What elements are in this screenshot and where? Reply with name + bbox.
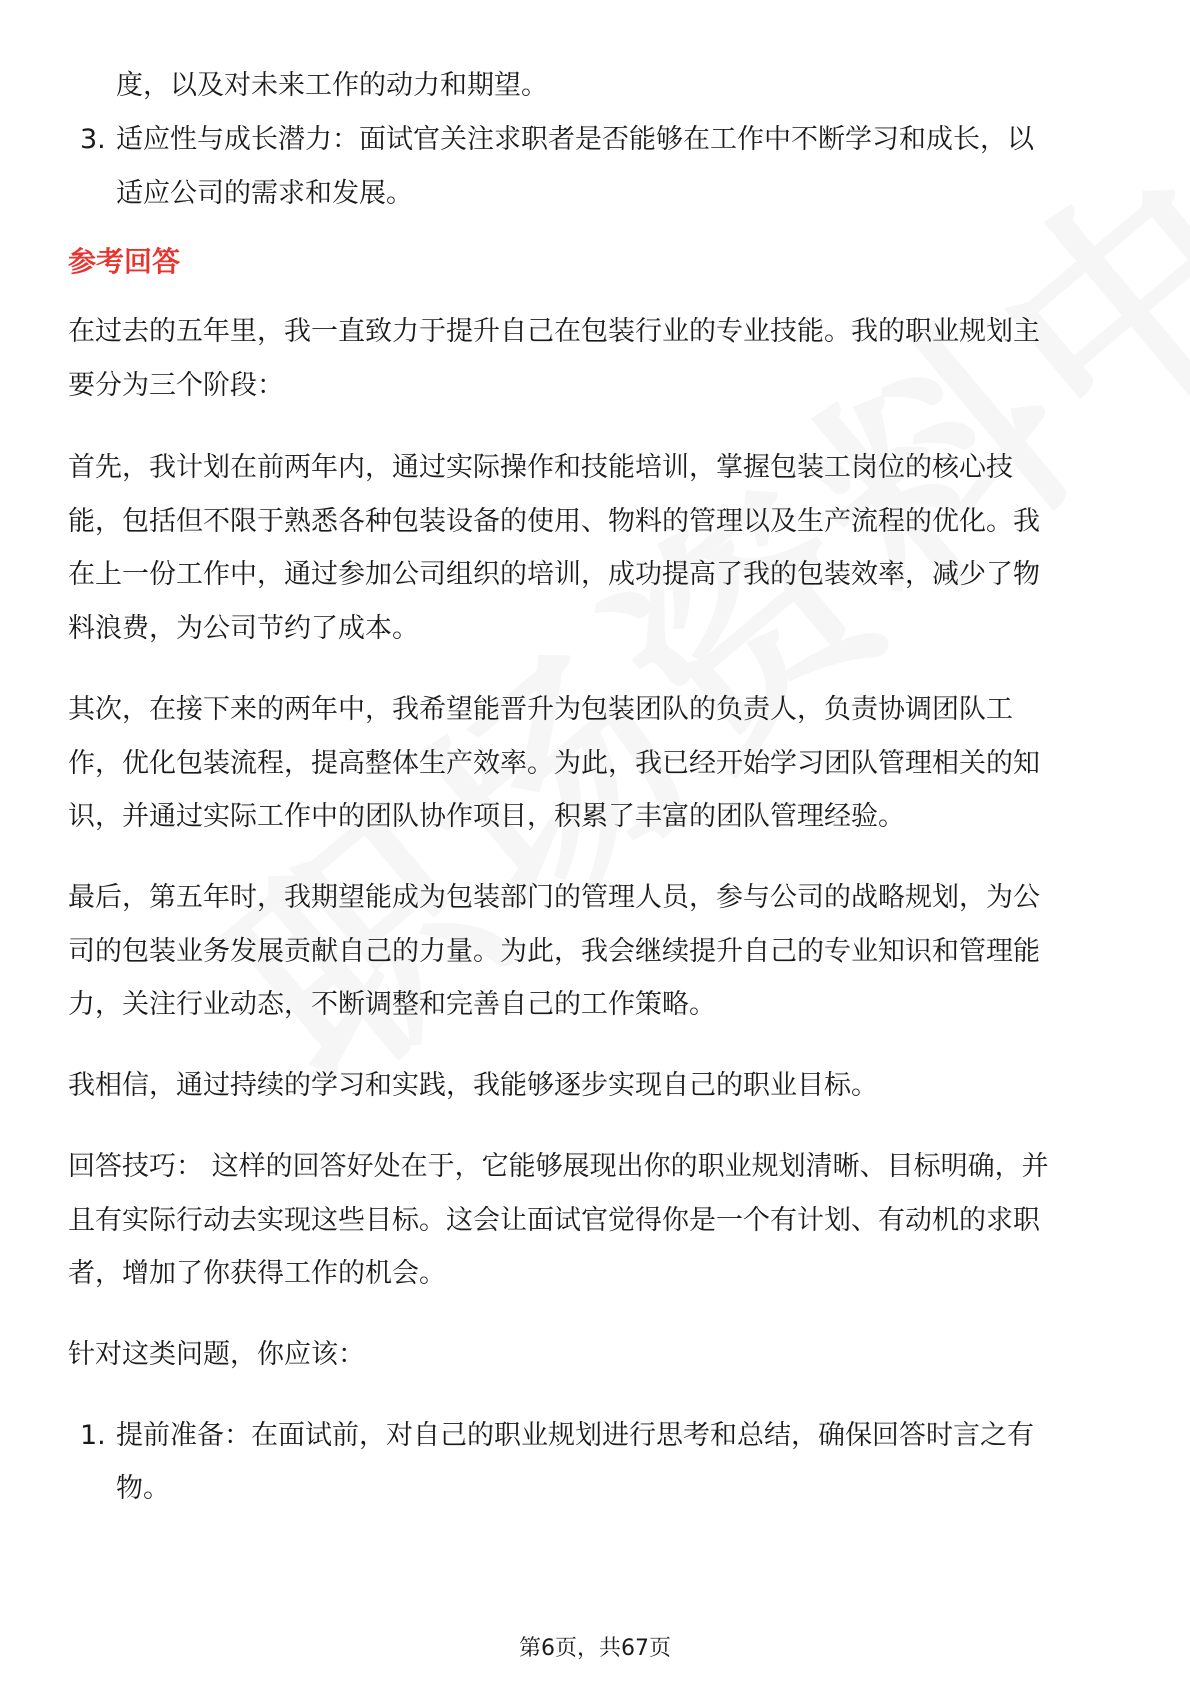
document-page: [68, 0, 1120, 1684]
paragraph-first-line-3: 在上一份工作中，通过参加公司组织的培训，成功提高了我的包装效率，减少了物: [68, 559, 1040, 590]
paragraph-last-line-1: 最后，第五年时，我期望能成为包装部门的管理人员，参与公司的战略规划，为公: [68, 882, 1040, 913]
paragraph-tips-line-2: 且有实际行动去实现这些目标。这会让面试官觉得你是一个有计划、有动机的求职: [68, 1205, 1040, 1236]
section-heading: 参考回答: [68, 245, 181, 278]
paragraph-second-line-1: 其次，在接下来的两年中，我希望能晋升为包装团队的负责人，负责协调团队工: [68, 694, 1013, 725]
list-number-1: 1.: [80, 1420, 106, 1451]
list-item-1-line-2: 物。: [116, 1473, 170, 1504]
page-footer: 第6页，共67页: [519, 1636, 671, 1661]
paragraph-tips-line-1: 回答技巧： 这样的回答好处在于，它能够展现出你的职业规划清晰、目标明确，并: [68, 1151, 1049, 1182]
paragraph-second-line-2: 作，优化包装流程，提高整体生产效率。为此，我已经开始学习团队管理相关的知: [68, 748, 1040, 779]
list-item-1-line-1: 提前准备：在面试前，对自己的职业规划进行思考和总结，确保回答时言之有: [116, 1420, 1034, 1451]
paragraph-last-line-3: 力，关注行业动态，不断调整和完善自己的工作策略。: [68, 989, 716, 1020]
paragraph-last-line-2: 司的包装业务发展贡献自己的力量。为此，我会继续提升自己的专业知识和管理能: [68, 936, 1040, 967]
paragraph-first-line-2: 能，包括但不限于熟悉各种包装设备的使用、物料的管理以及生产流程的优化。我: [68, 506, 1040, 537]
paragraph-second-line-3: 识，并通过实际工作中的团队协作项目，积累了丰富的团队管理经验。: [68, 801, 905, 832]
paragraph-belief: 我相信，通过持续的学习和实践，我能够逐步实现自己的职业目标。: [68, 1070, 878, 1101]
list-number-3: 3.: [80, 124, 106, 155]
paragraph-tips-line-3: 者，增加了你获得工作的机会。: [68, 1258, 446, 1289]
list-item-3-line-1: 适应性与成长潜力：面试官关注求职者是否能够在工作中不断学习和成长，以: [116, 124, 1034, 155]
paragraph-first-line-1: 首先，我计划在前两年内，通过实际操作和技能培训，掌握包装工岗位的核心技: [68, 452, 1013, 483]
paragraph-first-line-4: 料浪费，为公司节约了成本。: [68, 613, 419, 644]
paragraph-should: 针对这类问题，你应该：: [68, 1339, 365, 1370]
paragraph-intro-line-1: 在过去的五年里，我一直致力于提升自己在包装行业的专业技能。我的职业规划主: [68, 316, 1040, 347]
paragraph-intro-line-2: 要分为三个阶段：: [68, 370, 284, 401]
list-item-2-continuation: 度，以及对未来工作的动力和期望。: [116, 70, 548, 101]
list-item-3-line-2: 适应公司的需求和发展。: [116, 178, 413, 209]
